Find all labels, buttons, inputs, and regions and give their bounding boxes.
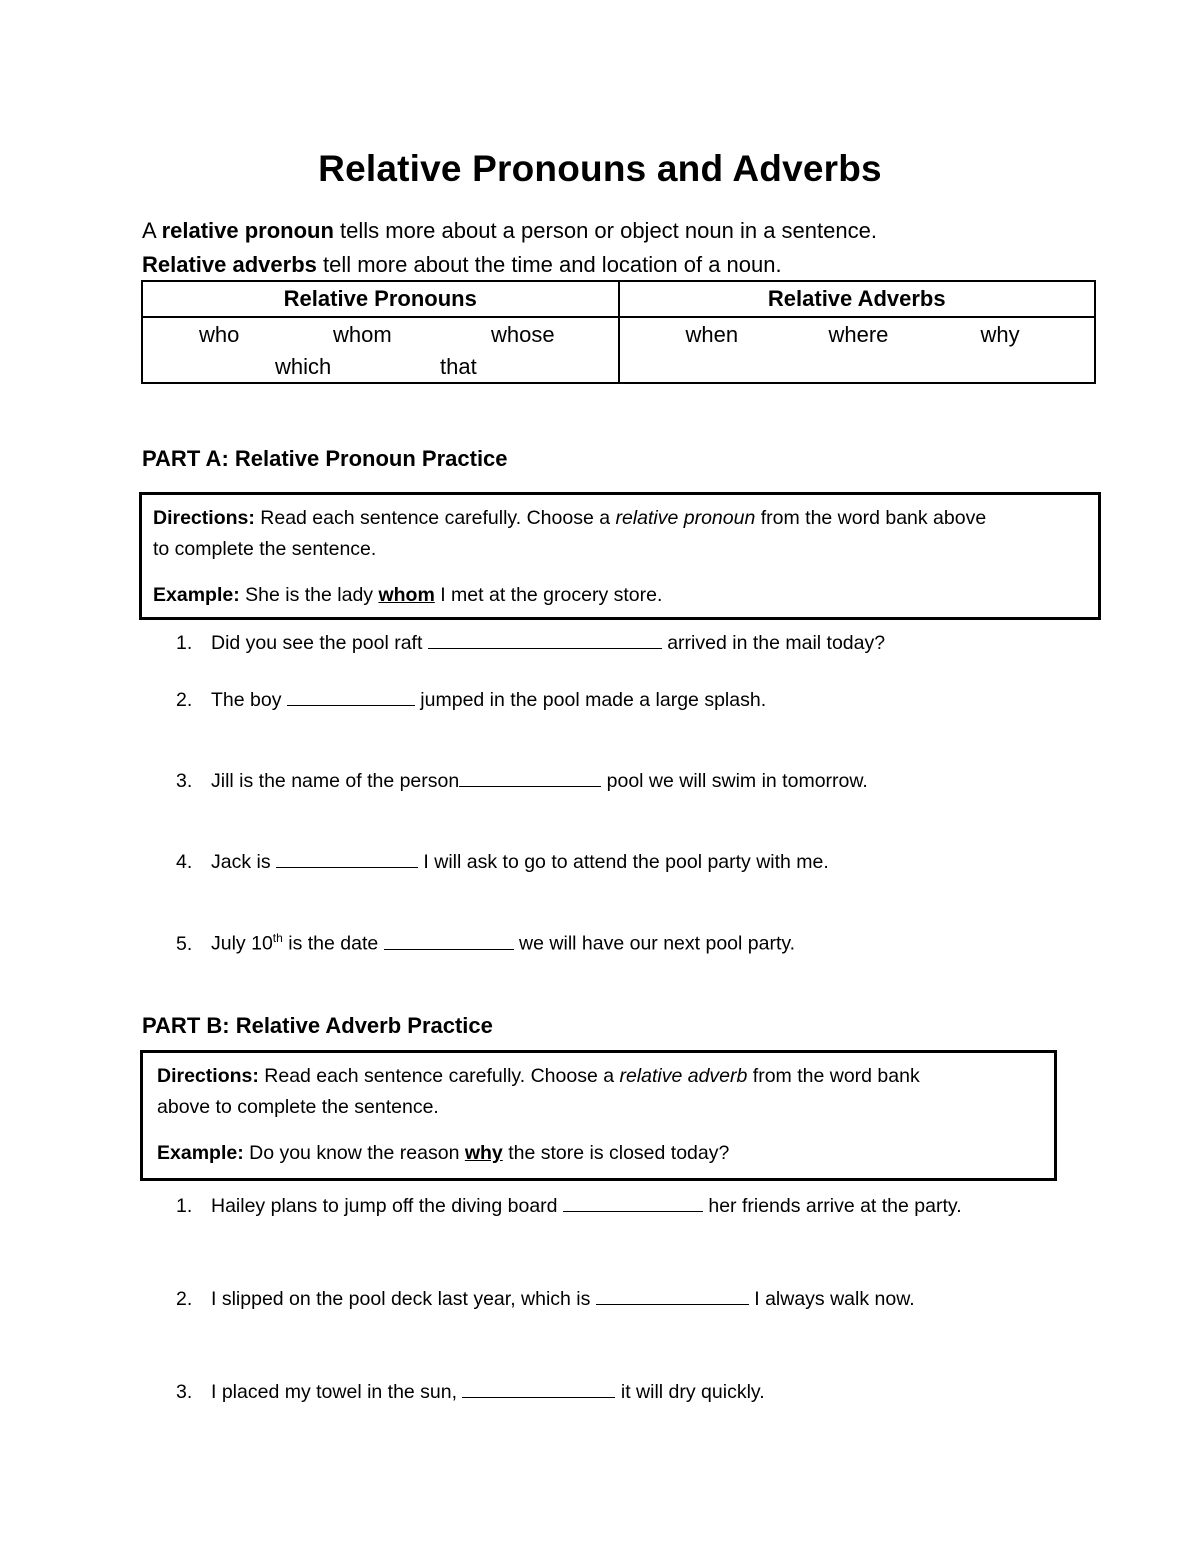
page-title: Relative Pronouns and Adverbs xyxy=(318,148,882,189)
adverbs-header: Relative Adverbs xyxy=(619,281,1096,317)
question-text: The boy xyxy=(211,689,287,711)
answer-blank[interactable] xyxy=(459,770,601,787)
part-a-directions-box xyxy=(139,492,1101,620)
answer-blank[interactable] xyxy=(276,851,418,868)
question-a5 xyxy=(176,931,795,956)
directions-text: from the word bank xyxy=(747,1065,920,1087)
word-bank-table xyxy=(141,280,1096,384)
question-text: jumped in the pool made a large splash. xyxy=(414,689,767,711)
directions-line-2: above to complete the sentence. xyxy=(157,1096,439,1118)
question-text: Jill is the name of the person xyxy=(211,770,460,792)
question-a3 xyxy=(176,770,868,793)
term-relative-adverbs: Relative adverbs xyxy=(142,252,317,277)
example-text: Do you know the reason xyxy=(243,1142,465,1164)
example-label: Example: xyxy=(157,1142,244,1164)
question-text: arrived in the mail today? xyxy=(661,632,886,654)
directions-text: from the word bank above xyxy=(755,507,987,529)
question-number: 3. xyxy=(176,1381,193,1403)
directions-text: Read each sentence carefully. Choose a xyxy=(258,1065,620,1087)
intro-text: tells more about a person or object noun in a sentence. xyxy=(333,218,877,243)
question-b2 xyxy=(176,1288,915,1311)
question-text: Did you see the pool raft xyxy=(211,632,428,654)
example-answer: whom xyxy=(378,584,435,606)
answer-blank[interactable] xyxy=(563,1195,703,1212)
question-text: I placed my towel in the sun, xyxy=(211,1381,463,1403)
part-b-directions-box xyxy=(140,1050,1057,1181)
question-number: 5. xyxy=(176,932,193,955)
question-number: 1. xyxy=(176,1195,193,1217)
adverb-word: when xyxy=(685,322,739,347)
question-text: her friends arrive at the party. xyxy=(702,1195,962,1217)
example-text: I met at the grocery store. xyxy=(434,584,663,606)
pronoun-word: whom xyxy=(333,322,392,347)
question-number: 4. xyxy=(176,851,193,873)
directions-line xyxy=(157,1065,920,1088)
intro-text: tell more about the time and location of a noun. xyxy=(316,252,782,277)
directions-term: relative pronoun xyxy=(615,507,756,529)
directions-line-2: to complete the sentence. xyxy=(153,538,377,560)
adverb-word: where xyxy=(828,322,889,347)
part-b-heading: PART B: Relative Adverb Practice xyxy=(142,1013,493,1038)
pronouns-cell xyxy=(142,317,619,383)
example-text: She is the lady xyxy=(239,584,379,606)
part-a-heading: PART A: Relative Pronoun Practice xyxy=(142,446,508,471)
directions-term: relative adverb xyxy=(619,1065,748,1087)
example-line xyxy=(157,1142,729,1165)
pronoun-word: who xyxy=(199,322,240,347)
example-line xyxy=(153,584,662,607)
adverb-word: why xyxy=(980,322,1020,347)
example-label: Example: xyxy=(153,584,240,606)
question-number: 1. xyxy=(176,632,193,654)
question-b1 xyxy=(176,1195,962,1218)
question-a1 xyxy=(176,632,885,655)
answer-blank[interactable] xyxy=(428,632,662,649)
question-text: I slipped on the pool deck last year, which is xyxy=(211,1288,596,1310)
question-text: I will ask to go to attend the pool party with me. xyxy=(418,851,829,873)
directions-label: Directions: xyxy=(153,507,255,529)
intro-prefix: A xyxy=(142,218,162,243)
question-text: July 10 xyxy=(211,932,273,955)
answer-blank[interactable] xyxy=(596,1288,749,1305)
question-a4 xyxy=(176,851,829,874)
question-number: 2. xyxy=(176,689,193,711)
question-b3 xyxy=(176,1381,765,1404)
question-number: 2. xyxy=(176,1288,193,1310)
example-text: the store is closed today? xyxy=(502,1142,730,1164)
question-text: I always walk now. xyxy=(748,1288,915,1310)
question-number: 3. xyxy=(176,770,193,792)
question-text: we will have our next pool party. xyxy=(513,932,796,955)
question-text: Jack is xyxy=(211,851,277,873)
answer-blank[interactable] xyxy=(462,1381,615,1398)
question-text: pool we will swim in tomorrow. xyxy=(601,770,868,792)
pronoun-word: that xyxy=(440,354,477,379)
intro-line-1 xyxy=(142,218,877,244)
adverbs-cell xyxy=(619,317,1096,383)
question-text: is the date xyxy=(282,932,384,955)
term-relative-pronoun: relative pronoun xyxy=(161,218,334,243)
question-text: Hailey plans to jump off the diving board xyxy=(211,1195,563,1217)
intro-line-2 xyxy=(142,252,782,278)
ordinal-suffix: th xyxy=(272,931,283,945)
directions-text: Read each sentence carefully. Choose a xyxy=(254,507,616,529)
question-a2 xyxy=(176,689,766,712)
pronoun-word: which xyxy=(275,354,332,379)
pronoun-word: whose xyxy=(491,322,555,347)
answer-blank[interactable] xyxy=(384,933,514,950)
directions-label: Directions: xyxy=(157,1065,259,1087)
answer-blank[interactable] xyxy=(287,689,415,706)
example-answer: why xyxy=(464,1142,503,1164)
question-text: it will dry quickly. xyxy=(615,1381,765,1403)
directions-line xyxy=(153,507,986,530)
pronouns-header: Relative Pronouns xyxy=(142,281,619,317)
